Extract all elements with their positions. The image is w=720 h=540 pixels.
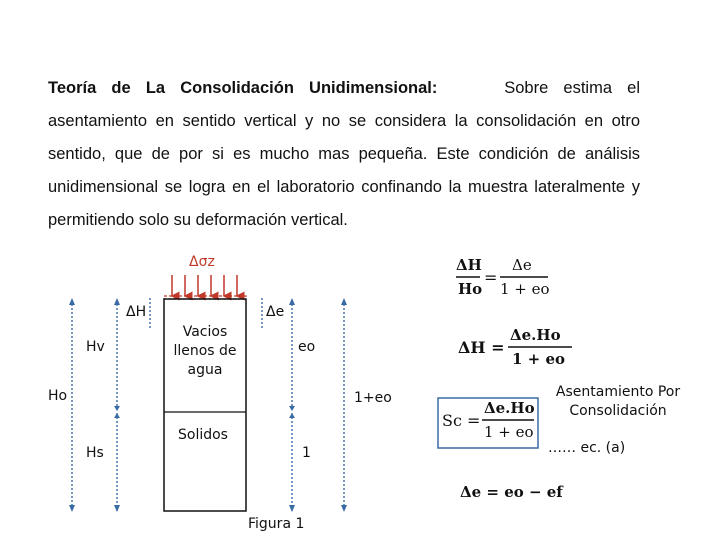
formula3-lhs: Sc = <box>442 411 481 430</box>
equation-ref: …… ec. (a) <box>548 440 626 456</box>
solids-label: Solidos <box>178 427 228 443</box>
paragraph-body: asentamiento en sentido vertical y no se considera la consolidación en otro sentido, que de por si es mucho mas pequeña. Este condición de análisis unidimensional se logra en el laboratorio confinando la muestra lateralmente y permitiendo solo su deformación vertical. <box>48 112 640 229</box>
formula3-num: Δe.Ho <box>484 399 535 417</box>
ho-label: Ho <box>48 388 68 404</box>
formula2-den: 1 + eo <box>512 350 565 368</box>
voids-label: Vacios llenos de agua <box>173 324 237 378</box>
formula2-lhs: ΔH = <box>458 338 505 357</box>
formula3-den: 1 + eo <box>484 423 534 441</box>
load-label: Δσz <box>189 254 215 270</box>
formula1-lhs-den: Ho <box>458 280 483 298</box>
figure-caption: Figura 1 <box>248 516 305 532</box>
dH-label: ΔH <box>126 304 147 320</box>
one-label: 1 <box>302 445 311 461</box>
formula1-num: Δe <box>512 256 532 274</box>
load-arrows <box>172 275 237 296</box>
formula4: Δe = eo − ef <box>460 483 563 501</box>
formula1-eq: = <box>484 268 498 287</box>
formula1-den: 1 + eo <box>500 280 550 298</box>
one-plus-eo-label: 1+eo <box>354 390 392 406</box>
hv-label: Hv <box>86 339 105 355</box>
eo-label: eo <box>298 339 316 355</box>
de-label: Δe <box>266 304 285 320</box>
section-title: Teoría de La Consolidación Unidimensional: <box>48 79 438 97</box>
formula2-num: Δe.Ho <box>510 326 561 344</box>
settlement-note: Asentamiento Por Consolidación <box>555 384 681 419</box>
paragraph-lead: Sobre estima el <box>504 79 641 97</box>
hs-label: Hs <box>86 445 104 461</box>
formula1-lhs: ΔH <box>456 256 482 274</box>
